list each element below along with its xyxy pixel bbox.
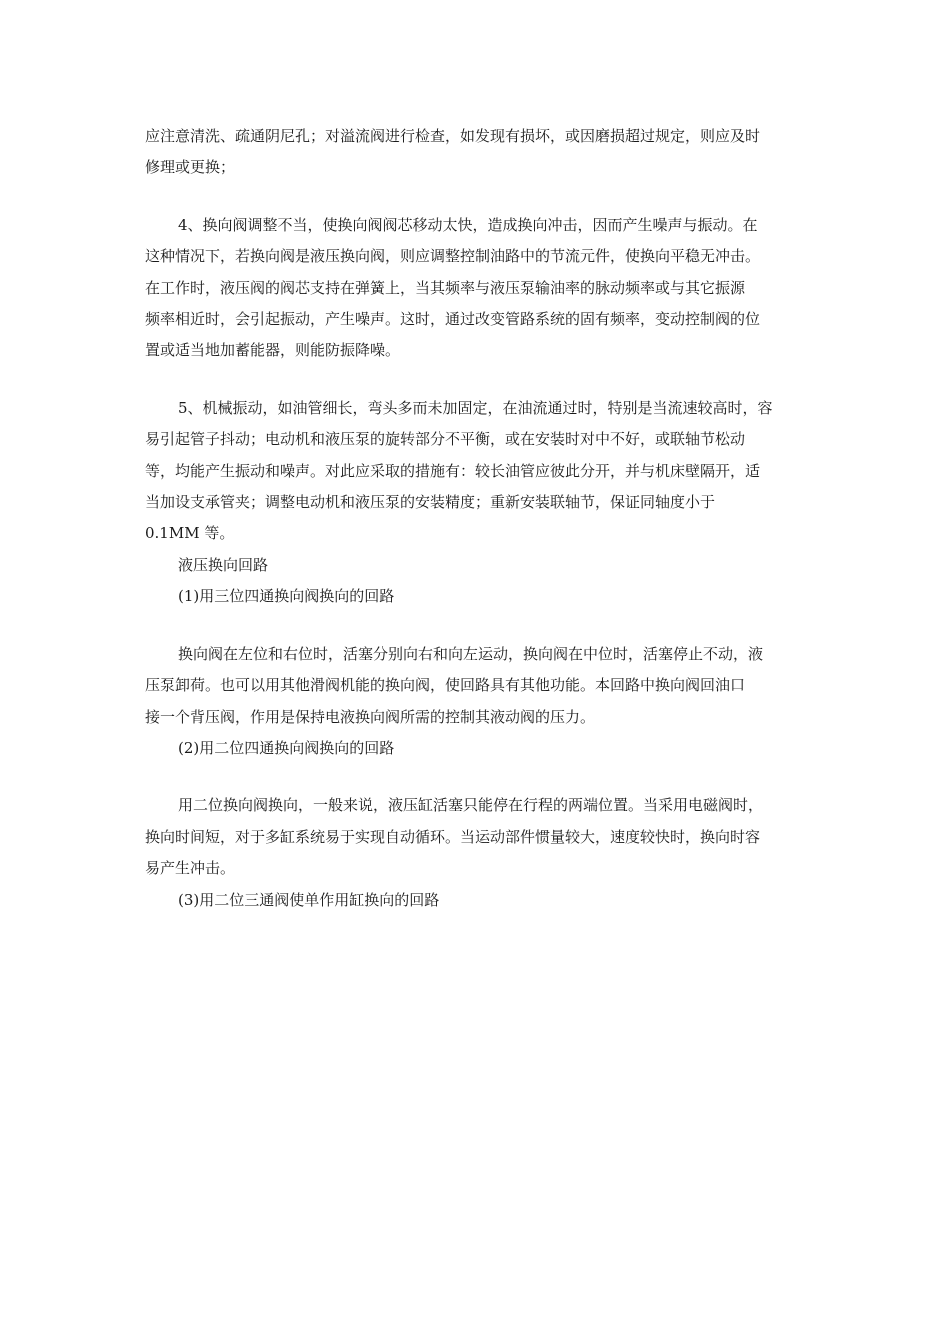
text-line: 4、换向阀调整不当，使换向阀阀芯移动太快，造成换向冲击，因而产生噪声与振动。在 <box>178 215 758 234</box>
text-line: 在工作时，液压阀的阀芯支持在弹簧上，当其频率与液压泵输油率的脉动频率或与其它振源 <box>145 278 746 297</box>
text-line: 接一个背压阀，作用是保持电液换向阀所需的控制其液动阀的压力。 <box>145 707 596 726</box>
subsection-title-1: (1)用三位四通换向阀换向的回路 <box>178 587 395 606</box>
paragraph-item-4 <box>145 210 810 367</box>
text-line: 这种情况下，若换向阀是液压换向阀，则应调整控制油路中的节流元件，使换向平稳无冲击。 <box>145 247 761 266</box>
text-line: 换向阀在左位和右位时，活塞分别向右和向左运动，换向阀在中位时，活塞停止不动，液 <box>178 644 764 663</box>
subsection-title-2: (2)用二位四通换向阀换向的回路 <box>178 738 395 757</box>
paragraph-subsection-1 <box>145 639 810 733</box>
text-line: 用二位换向阀换向，一般来说，液压缸活塞只能停在行程的两端位置。当采用电磁阀时， <box>178 796 764 815</box>
text-line: 频率相近时，会引起振动，产生噪声。这时，通过改变管路系统的固有频率，变动控制阀的位 <box>145 310 761 329</box>
text-line: 置或适当地加蓄能器，则能防振降噪。 <box>145 341 401 360</box>
text-line: 修理或更换； <box>145 158 236 177</box>
text-line: 5、机械振动，如油管细长，弯头多而未加固定，在油流通过时，特别是当流速较高时，容 <box>178 398 773 417</box>
paragraph-subsection-2 <box>145 790 810 884</box>
subsection-title-3: (3)用二位三通阀使单作用缸换向的回路 <box>178 890 440 909</box>
section-title: 液压换向回路 <box>178 555 269 574</box>
text-line: 压泵卸荷。也可以用其他滑阀机能的换向阀，使回路具有其他功能。本回路中换向阀回油口 <box>145 676 746 695</box>
text-line: 等，均能产生振动和噪声。对此应采取的措施有：较长油管应彼此分开，并与机床壁隔开，适 <box>145 461 761 480</box>
text-line: 当加设支承管夹；调整电动机和液压泵的安装精度；重新安装联轴节，保证同轴度小于 <box>145 493 716 512</box>
text-line: 易引起管子抖动；电动机和液压泵的旋转部分不平衡，或在安装时对中不好，或联轴节松动 <box>145 430 746 449</box>
text-line: 易产生冲击。 <box>145 859 236 878</box>
document-body <box>145 121 810 916</box>
text-line: 换向时间短，对于多缸系统易于实现自动循环。当运动部件惯量较大，速度较快时，换向时容 <box>145 827 761 846</box>
text-line: 0.1MM 等。 <box>145 524 235 543</box>
paragraph-continuation <box>145 121 810 184</box>
text-line: 应注意清洗、疏通阴尼孔；对溢流阀进行检查，如发现有损坏，或因磨损超过规定，则应及时 <box>145 127 761 145</box>
paragraph-item-5 <box>145 393 810 550</box>
